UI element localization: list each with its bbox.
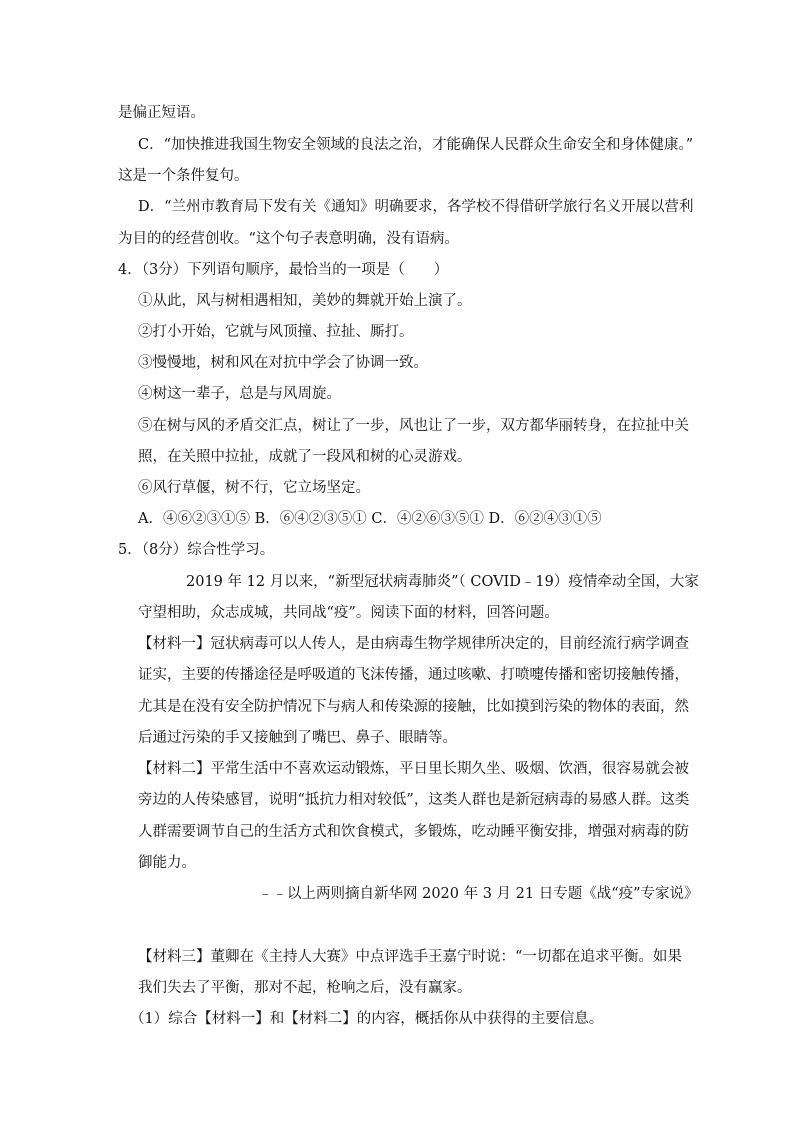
text-line: C．“加快推进我国生物安全领域的良法之治，才能确保人民群众生命安全和身体健康。”: [138, 137, 694, 153]
text-line: 是偏正短语。: [118, 105, 205, 121]
source-note: ﹣﹣以上两则摘自新华网 2020 年 3 月 21 日专题《战“疫”专家说》: [258, 886, 699, 902]
material-1: 【材料一】冠状病毒可以人传人，是由病毒生物学规律所决定的，目前经流行病学调查: [138, 636, 689, 652]
text-line: 后通过污染的手又接触到了嘴巴、鼻子、眼睛等。: [138, 730, 457, 746]
material-3: 【材料三】董卿在《主持人大赛》中点评选手王嘉宁时说：“一切都在追求平衡。如果: [138, 949, 682, 965]
question-4-options: A．④⑥②③①⑤ B．⑥④②③⑤① C．④②⑥③⑤① D．⑥②④③①⑤: [138, 511, 602, 527]
question-5-1: （1）综合【材料一】和【材料二】的内容，概括你从中获得的主要信息。: [130, 1011, 604, 1027]
text-line: 为目的的经营创收。“这个句子表意明确，没有语病。: [118, 231, 459, 247]
question-5-stem: 5．（8分）综合性学习。: [118, 542, 275, 558]
sentence-1: ①从此，风与树相遇相知，美妙的舞就开始上演了。: [138, 293, 472, 309]
text-line: D．“兰州市教育局下发有关《通知》明确要求，各学校不得借研学旅行名义开展以营利: [138, 199, 694, 215]
text-line: 我们失去了平衡，那对不起，枪响之后，没有赢家。: [138, 980, 472, 996]
sentence-3: ③慢慢地，树和风在对抗中学会了协调一致。: [138, 355, 428, 371]
text-line: 照，在关照中拉扯，成就了一段风和树的心灵游戏。: [138, 449, 472, 465]
sentence-5: ⑤在树与风的矛盾交汇点，树让了一步，风也让了一步，双方都华丽转身，在拉扯中关: [138, 418, 689, 434]
sentence-2: ②打小开始，它就与风顶撞、拉扯、厮打。: [138, 324, 414, 340]
text-line: 这是一个条件复句。: [118, 168, 249, 184]
sentence-4: ④树这一辈子，总是与风周旋。: [138, 386, 341, 402]
text-line: 御能力。: [138, 855, 196, 871]
text-line: 尤其是在没有安全防护情况下与病人和传染源的接触，比如摸到污染的物体的表面，然: [138, 699, 689, 715]
text-line: 人群需要调节自己的生活方式和饮食模式，多锻炼，吃动睡平衡安排，增强对病毒的防: [138, 824, 689, 840]
text-line: 旁边的人传染感冒，说明“抵抗力相对较低”，这类人群也是新冠病毒的易感人群。这类: [138, 792, 690, 808]
sentence-6: ⑥风行草偃，树不行，它立场坚定。: [138, 480, 370, 496]
material-2: 【材料二】平常生活中不喜欢运动锻炼，平日里长期久坐、吸烟、饮酒，很容易就会被: [138, 761, 689, 777]
text-line: 2019 年 12 月以来，“新型冠状病毒肺炎”（ COVID﹣19）疫情牵动全国，大家: [186, 574, 699, 590]
text-line: 证实，主要的传播途径是呼吸道的飞沫传播，通过咳嗽、打喷嚏传播和密切接触传播，: [138, 667, 689, 683]
text-line: 守望相助，众志成城，共同战“疫”。阅读下面的材料，回答问题。: [138, 605, 559, 621]
question-4-stem: 4．（3分）下列语句顺序，最恰当的一项是（ ）: [118, 262, 449, 278]
